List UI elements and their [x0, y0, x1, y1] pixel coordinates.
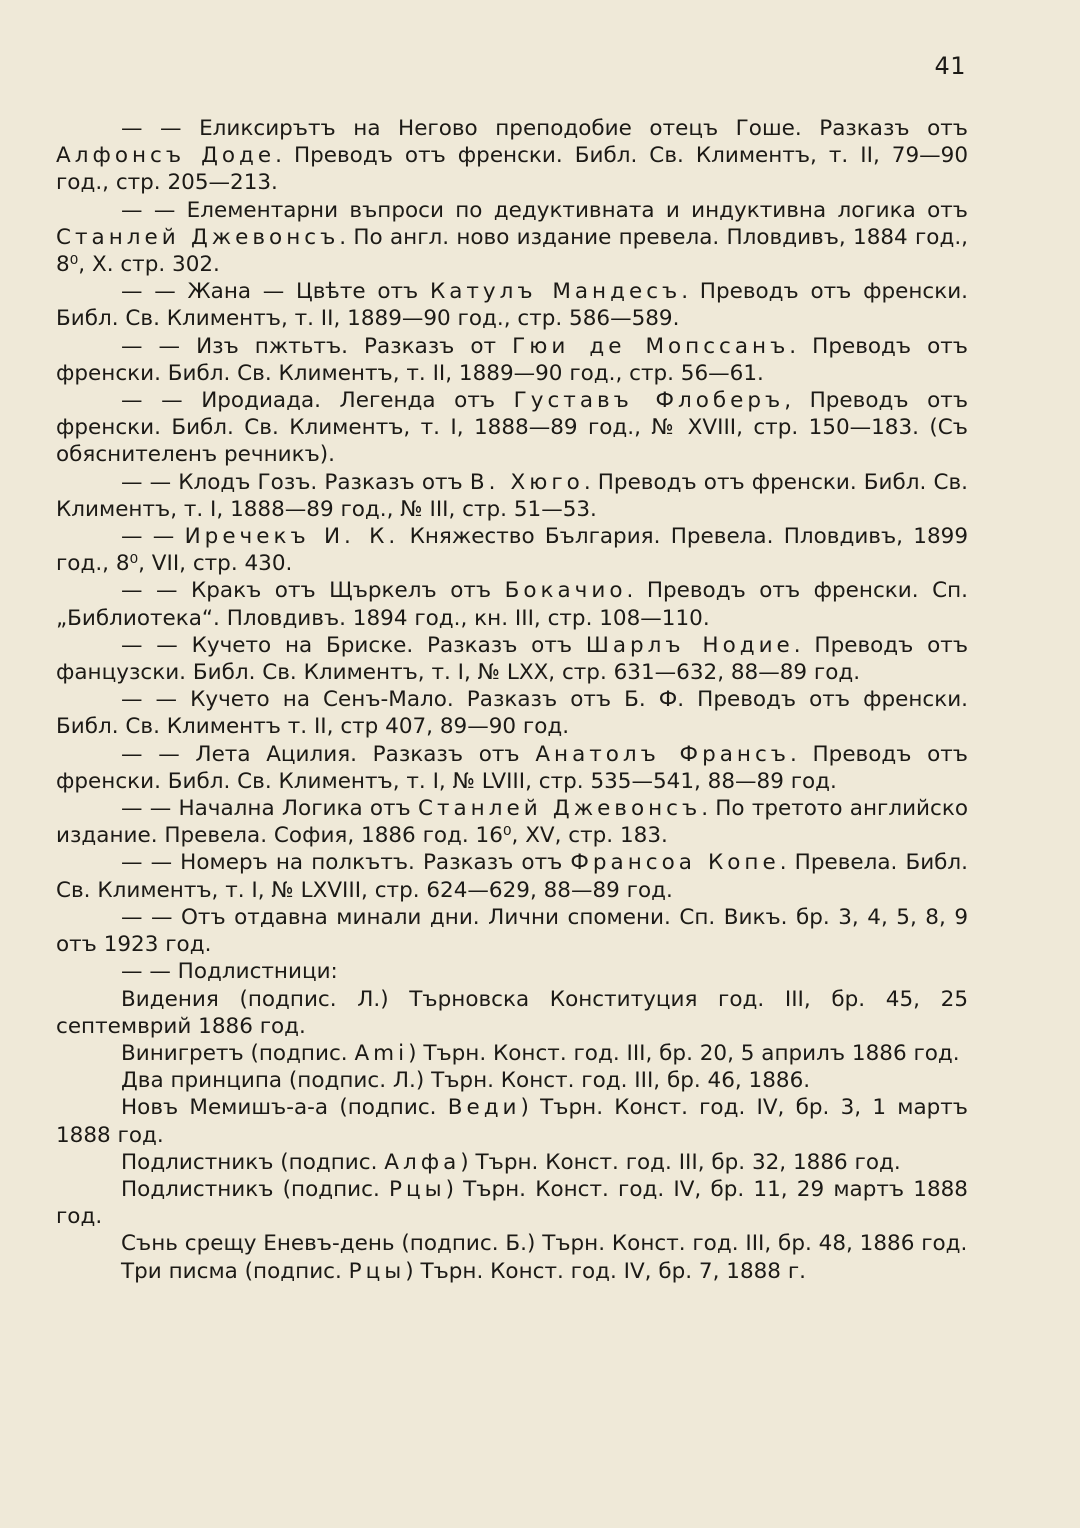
author-name: Густавъ Флоберъ	[513, 388, 785, 414]
bibliography-entry	[56, 387, 968, 469]
entry-text: Винигретъ (подпис.	[121, 1040, 355, 1066]
bibliography-list	[56, 115, 968, 1285]
bibliography-entry	[56, 686, 968, 740]
entry-text: — — Начална Логика отъ	[121, 796, 418, 822]
entry-text: Сънь срещу Еневъ-день (подпис. Б.) Търн. Конст. год. III, бр. 48, 1886 год.	[121, 1231, 968, 1257]
bibliography-entry	[56, 904, 968, 958]
entry-text: ) Търн. Конст. год. IV, бр. 7, 1888 г.	[405, 1258, 806, 1284]
bibliography-entry	[56, 849, 968, 903]
author-name: Катулъ Мандесъ	[429, 279, 682, 305]
entry-text: . Преводъ отъ френски. Библ. Св. Климентъ, т. II, 1889—90 год., стр. 586—589.	[56, 279, 969, 332]
feuilleton-entry	[56, 986, 968, 1040]
entry-text: Княжество България. Превела. Пловдивъ, 1899 год., 8⁰, VII, стр. 430.	[56, 524, 969, 577]
feuilleton-entry	[56, 1149, 968, 1176]
entry-text: . Преводъ отъ френски. Библ. Св. Климентъ, т. II, 1889—90 год., стр. 56—61.	[56, 333, 968, 386]
feuilleton-entry	[56, 1067, 968, 1094]
pseudonym: Алфа	[384, 1149, 461, 1175]
feuilleton-entry	[56, 1040, 968, 1067]
entry-text: — — Подлистници:	[121, 959, 338, 985]
entry-text: — — Отъ отдавна минали дни. Лични спомени. Сп. Викъ. бр. 3, 4, 5, 8, 9 отъ 1923 год.	[56, 904, 968, 958]
entry-text: — — Еликсирътъ на Негово преподобие отецъ Гоше. Разказъ отъ	[121, 116, 968, 141]
author-name: Гюи де Мопсcанъ	[512, 333, 790, 359]
entry-text: — — Жана — Цвѣте отъ	[121, 279, 430, 305]
entry-text: ) Търн. Конст. год. III, бр. 32, 1886 год.	[460, 1149, 901, 1175]
feuilleton-entry	[56, 1094, 968, 1148]
author-name: В. Хюго	[469, 469, 584, 495]
author-name: Алфонсъ Доде	[56, 143, 276, 169]
entry-text: ) Търн. Конст. год. IV, бр. 3, 1 мартъ 1888 год.	[56, 1095, 968, 1148]
entry-text: ) Търн. Конст. год. IV, бр. 11, 29 мартъ 1888 год.	[56, 1176, 968, 1230]
entry-text: — — Кучето на Бриске. Разказъ отъ	[121, 632, 586, 658]
bibliography-entry	[56, 469, 968, 523]
entry-text: — — Иродиада. Легенда отъ	[121, 388, 514, 414]
pseudonym: Рцы	[388, 1176, 446, 1202]
entry-text: ) Търн. Конст. год. III, бр. 20, 5 априлъ 1886 год.	[408, 1040, 960, 1066]
bibliography-entry	[56, 958, 968, 985]
bibliography-entry	[56, 197, 968, 279]
entry-text: Три писма (подпис.	[121, 1258, 349, 1284]
author-name: Станлей Джевонсъ	[56, 224, 340, 250]
entry-text: Подлистникъ (подпис.	[121, 1149, 385, 1175]
entry-text: . Преводъ отъ френски. Библ. Св. Климентъ, т. I, № LVIII, стр. 535—541, 88—89 год.	[56, 741, 968, 794]
entry-text: . Преводъ отъ фанцузски. Библ. Св. Климентъ, т. I, № LXX, стр. 631—632, 88—89 год.	[56, 632, 969, 686]
entry-text: . Преводъ отъ френски. Библ. Св. Климентъ, т. II, 79—90 год., стр. 205—213.	[56, 143, 969, 196]
pseudonym: Веди	[447, 1095, 521, 1121]
entry-text: . Превела. Библ. Св. Климентъ, т. I, № LXVIII, стр. 624—629, 88—89 год.	[56, 850, 968, 903]
entry-text: — — Клодъ Гозъ. Разказъ отъ	[121, 469, 470, 495]
entry-text: — — Кракъ отъ Щъркелъ отъ	[121, 578, 505, 604]
entry-text: — — Лета Ацилия. Разказъ отъ	[121, 741, 536, 767]
entry-text: . Преводъ отъ френски. Сп. „Библиотека“. Пловдивъ. 1894 год., кн. III, стр. 108—110.	[56, 578, 968, 631]
entry-text: . По третото английско издание. Превела. София, 1886 год. 16⁰, XV, стр. 183.	[56, 796, 968, 849]
feuilleton-entry	[56, 1176, 968, 1230]
entry-text: — —	[121, 524, 185, 550]
author-name: Бокачио	[504, 578, 627, 604]
author-name: Иречекъ И. К.	[184, 524, 400, 550]
pseudonym: Ami	[354, 1040, 409, 1066]
entry-text: Два принципа (подпис. Л.) Търн. Конст. год. III, бр. 46, 1886.	[121, 1068, 811, 1094]
entry-text: — — Елементарни въпроси по дедуктивната и индуктивна логика отъ	[121, 197, 968, 223]
entry-text: , Преводъ отъ френски. Библ. Св. Климентъ, т. I, 1888—89 год., № XVIII, стр. 150—183. (Съ обяснителенъ речникъ).	[56, 388, 969, 468]
entry-text: — — Изъ пжтьтъ. Разказъ от	[121, 333, 513, 359]
bibliography-entry	[56, 278, 968, 332]
bibliography-entry	[56, 577, 968, 631]
author-name: Анатолъ Франсъ	[535, 741, 790, 767]
entry-text: — — Кучето на Сенъ-Мало. Разказъ отъ Б. Ф. Преводъ отъ френски. Библ. Св. Климентъ т. II, стр 407, 89—90 год.	[56, 687, 968, 740]
bibliography-entry	[56, 333, 968, 387]
author-name: Франсоа Копе	[570, 850, 780, 876]
bibliography-entry	[56, 795, 968, 849]
feuilleton-entry	[56, 1258, 968, 1285]
bibliography-entry	[56, 523, 968, 577]
bibliography-entry	[56, 115, 968, 197]
entry-text: Новъ Мемишъ-а-а (подпис.	[121, 1095, 448, 1121]
author-name: Станлей Джевонсъ	[417, 796, 702, 822]
entry-text: . Преводъ отъ френски. Библ. Св. Климентъ, т. I, 1888—89 год., № III, стр. 51—53.	[56, 469, 968, 522]
entry-text: — — Номеръ на полкътъ. Разказъ отъ	[121, 850, 571, 876]
pseudonym: Рцы	[348, 1258, 406, 1284]
feuilleton-entry	[56, 1230, 968, 1257]
author-name: Шарлъ Нодие	[585, 632, 794, 658]
entry-text: Подлистникъ (подпис.	[121, 1176, 389, 1202]
bibliography-entry	[56, 632, 968, 686]
page-number: 41	[934, 52, 966, 80]
feuilletons-list	[56, 986, 968, 1285]
entry-text: Видения (подпис. Л.) Търновска Конституция год. III, бр. 45, 25 септемврий 1886 год.	[56, 986, 968, 1039]
entry-text: . По англ. ново издание превела. Пловдивъ, 1884 год., 8⁰, X. стр. 302.	[56, 224, 968, 278]
bibliography-entry	[56, 741, 968, 795]
